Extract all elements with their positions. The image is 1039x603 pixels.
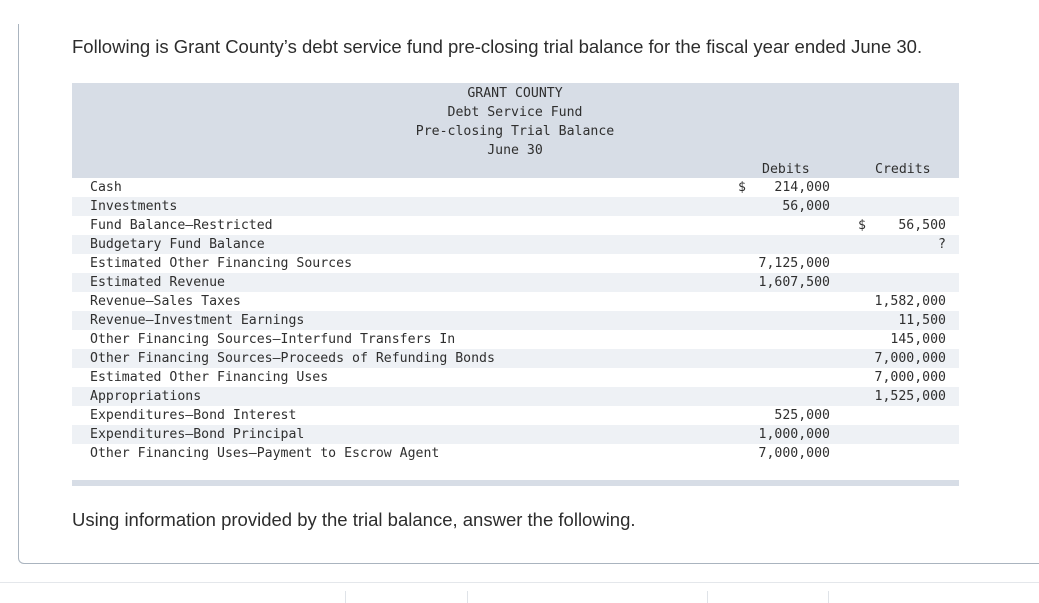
account-name: Budgetary Fund Balance <box>90 237 265 252</box>
table-row <box>72 197 959 216</box>
account-name: Other Financing Sources—Proceeds of Refunding Bonds <box>90 351 495 366</box>
table-row <box>72 292 959 311</box>
table-row <box>72 235 959 254</box>
title-line-fund: Debt Service Fund <box>447 105 583 120</box>
account-name: Fund Balance—Restricted <box>90 218 273 233</box>
title-line-date: June 30 <box>487 143 543 158</box>
account-name: Expenditures—Bond Principal <box>90 427 305 442</box>
table-row <box>72 368 959 387</box>
trial-balance-footer <box>72 463 959 486</box>
table-row <box>72 387 959 406</box>
table-row <box>72 425 959 444</box>
debit-amount: 56,000 <box>782 199 830 214</box>
credits-column-header: Credits <box>875 162 931 177</box>
credit-amount: 56,500 <box>898 218 946 233</box>
debit-amount: 1,607,500 <box>758 275 830 290</box>
account-name: Other Financing Uses—Payment to Escrow Agent <box>90 446 440 461</box>
debit-dollar-sign: $ <box>738 180 746 195</box>
trial-balance-header <box>72 83 959 178</box>
account-name: Revenue—Investment Earnings <box>90 313 305 328</box>
credit-amount: 1,525,000 <box>874 389 946 404</box>
debit-amount: 525,000 <box>774 408 830 423</box>
account-name: Appropriations <box>90 389 202 404</box>
table-row <box>72 406 959 425</box>
table-row <box>72 330 959 349</box>
credit-amount: 11,500 <box>898 313 946 328</box>
account-name: Estimated Revenue <box>90 275 225 290</box>
divider <box>0 582 1039 583</box>
debits-column-header: Debits <box>762 162 810 177</box>
debit-amount: 1,000,000 <box>758 427 830 442</box>
table-row <box>72 254 959 273</box>
table-row <box>72 444 959 463</box>
account-name: Estimated Other Financing Uses <box>90 370 329 385</box>
debit-amount: 7,125,000 <box>758 256 830 271</box>
trial-balance-table <box>72 83 959 486</box>
account-name: Investments <box>90 199 178 214</box>
debit-amount: 7,000,000 <box>758 446 830 461</box>
table-row <box>72 349 959 368</box>
divider-tick <box>345 591 346 603</box>
table-row <box>72 178 959 197</box>
credit-amount: 1,582,000 <box>874 294 946 309</box>
credit-amount: ? <box>938 237 946 252</box>
account-name: Estimated Other Financing Sources <box>90 256 353 271</box>
title-line-statement: Pre-closing Trial Balance <box>415 124 615 139</box>
account-name: Other Financing Sources—Interfund Transfers In <box>90 332 456 347</box>
credit-amount: 145,000 <box>890 332 946 347</box>
divider-tick <box>707 591 708 603</box>
table-row <box>72 216 959 235</box>
trial-balance-rows <box>72 178 959 463</box>
credit-amount: 7,000,000 <box>874 370 946 385</box>
account-name: Revenue—Sales Taxes <box>90 294 241 309</box>
intro-text: Following is Grant County’s debt service fund pre-closing trial balance for the fiscal year ended June 30. <box>72 36 923 57</box>
divider-tick <box>828 591 829 603</box>
title-line-entity: GRANT COUNTY <box>467 86 563 101</box>
table-row <box>72 273 959 292</box>
table-row <box>72 311 959 330</box>
account-name: Cash <box>90 180 122 195</box>
outro-text: Using information provided by the trial balance, answer the following. <box>72 509 636 530</box>
debit-amount: 214,000 <box>774 180 830 195</box>
divider-tick <box>467 591 468 603</box>
credit-dollar-sign: $ <box>858 218 866 233</box>
credit-amount: 7,000,000 <box>874 351 946 366</box>
account-name: Expenditures—Bond Interest <box>90 408 297 423</box>
trial-balance-title <box>72 84 958 160</box>
